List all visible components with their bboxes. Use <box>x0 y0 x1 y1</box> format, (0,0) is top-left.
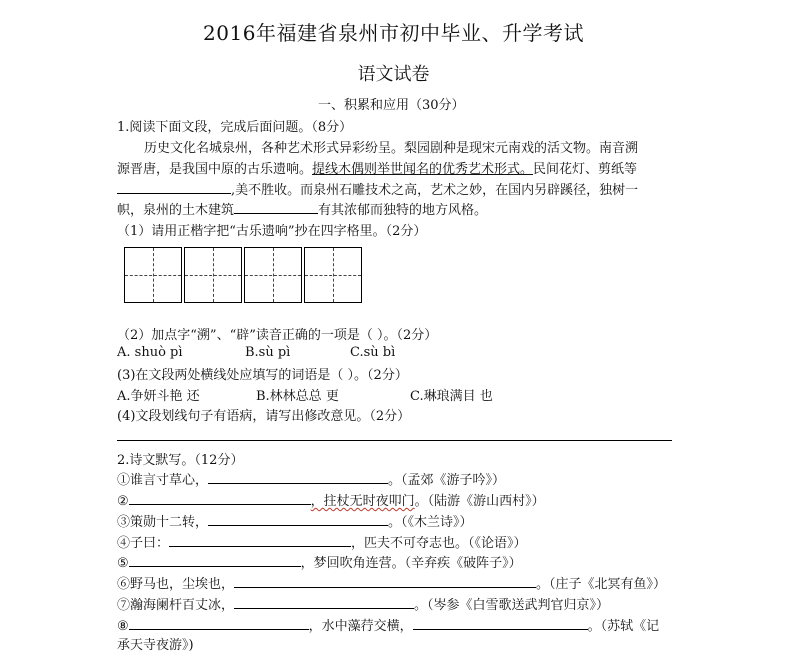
answer-blank <box>208 471 388 484</box>
subquestion-4: (4)文段划线句子有语病，请写出修改意见。（2分） <box>117 409 411 424</box>
option-c: C.琳琅满目 也 <box>410 389 493 404</box>
line-text: 。（《木兰诗》） <box>388 515 473 530</box>
line-text: ④子曰： <box>117 536 170 551</box>
line-text: ，匹夫不可夺志也。（《论语》） <box>351 536 527 551</box>
passage-line-1: 历史文化名城泉州，各种艺术形式异彩纷呈。梨园剧种是现宋元南戏的活文物。南音溯 <box>144 141 639 156</box>
answer-line <box>117 440 672 441</box>
recitation-line-5 <box>117 552 522 571</box>
line-text: ，梦回吹角连营。（辛弃疾《破阵子》） <box>300 556 522 571</box>
answer-blank <box>169 534 351 547</box>
passage-text: 有其浓郁而独特的地方风格。 <box>318 203 488 218</box>
answer-blank <box>129 492 311 505</box>
recitation-line-4 <box>117 532 527 551</box>
option-c: C.sù bì <box>350 345 396 360</box>
line-text: 。（陆游《游山西村》） <box>414 494 545 509</box>
line-text: ⑧ <box>117 619 129 634</box>
line-text: ② <box>117 494 129 509</box>
passage-line-2 <box>117 158 637 177</box>
passage-line-3 <box>117 179 638 198</box>
answer-blank <box>234 201 318 214</box>
answer-blank <box>413 617 588 630</box>
line-text: ⑥野马也，尘埃也， <box>117 577 235 592</box>
question-1-heading: 1.阅读下面文段，完成后面问题。（8分） <box>117 120 353 135</box>
grid-cell[interactable] <box>124 247 182 303</box>
exam-subtitle: 语文试卷 <box>357 64 430 85</box>
subquestion-3: (3)在文段两处横线处应填写的词语是（ ）。（2分） <box>117 368 408 383</box>
recitation-line-8 <box>117 615 659 634</box>
subquestion-1: （1）请用正楷字把“古乐遗响”抄在四字格里。（2分） <box>117 224 427 239</box>
recitation-line-8-cont: 承天寺夜游》) <box>117 638 194 653</box>
line-text: 。（苏轼《记 <box>587 619 660 634</box>
option-b: B.林林总总 更 <box>256 389 339 404</box>
line-text: ⑦瀚海阑杆百丈冰， <box>117 598 235 613</box>
passage-text: ,美不胜收。而泉州石雕技术之高，艺术之妙，在国内另辟蹊径，独树一 <box>231 183 639 198</box>
recitation-line-3 <box>117 511 473 530</box>
answer-blank <box>129 617 309 630</box>
underlined-sentence: 提线木偶则举世闻名的优秀艺术形式。 <box>312 162 534 177</box>
section-heading: 一、积累和应用（30分） <box>318 98 465 113</box>
answer-blank <box>117 181 231 194</box>
line-text: 。（孟郊《游子吟》） <box>388 473 506 488</box>
grid-cell[interactable] <box>244 247 302 303</box>
passage-text: 源晋唐，是我国中原的古乐遗响。 <box>117 162 313 177</box>
passage-line-4 <box>117 199 487 218</box>
grid-cell[interactable] <box>184 247 242 303</box>
answer-blank <box>208 513 388 526</box>
line-text: ，拄杖无时夜叩门 <box>310 494 415 509</box>
subquestion-2: （2）加点字“溯”、“辟”读音正确的一项是（ ）。（2分） <box>117 328 438 343</box>
answer-blank <box>129 554 301 567</box>
passage-text: 帜，泉州的土木建筑 <box>117 203 235 218</box>
answer-blank <box>234 575 536 588</box>
recitation-line-1 <box>117 469 505 488</box>
option-a: A.争妍斗艳 还 <box>117 389 200 404</box>
option-b: B.sù pì <box>245 345 291 360</box>
question-2-heading: 2.诗文默写。（12分） <box>117 453 244 468</box>
line-text: ⑤ <box>117 556 129 571</box>
passage-text: 民间花灯、剪纸等 <box>533 162 638 177</box>
recitation-line-2 <box>117 490 545 509</box>
line-text: 。（岑参《白雪歌送武判官归京》） <box>414 598 610 613</box>
line-text: ③策勋十二转， <box>117 515 209 530</box>
grid-cell[interactable] <box>304 247 362 303</box>
answer-blank <box>234 596 414 609</box>
character-grid <box>124 247 362 303</box>
line-text: 。（庄子《北冥有鱼》） <box>536 577 667 592</box>
exam-title: 2016年福建省泉州市初中毕业、升学考试 <box>203 21 584 45</box>
option-a: A. shuò pì <box>117 345 183 360</box>
recitation-line-7 <box>117 594 609 613</box>
recitation-line-6 <box>117 573 666 592</box>
line-text: ，水中藻荇交横， <box>308 619 413 634</box>
line-text: ①谁言寸草心， <box>117 473 209 488</box>
